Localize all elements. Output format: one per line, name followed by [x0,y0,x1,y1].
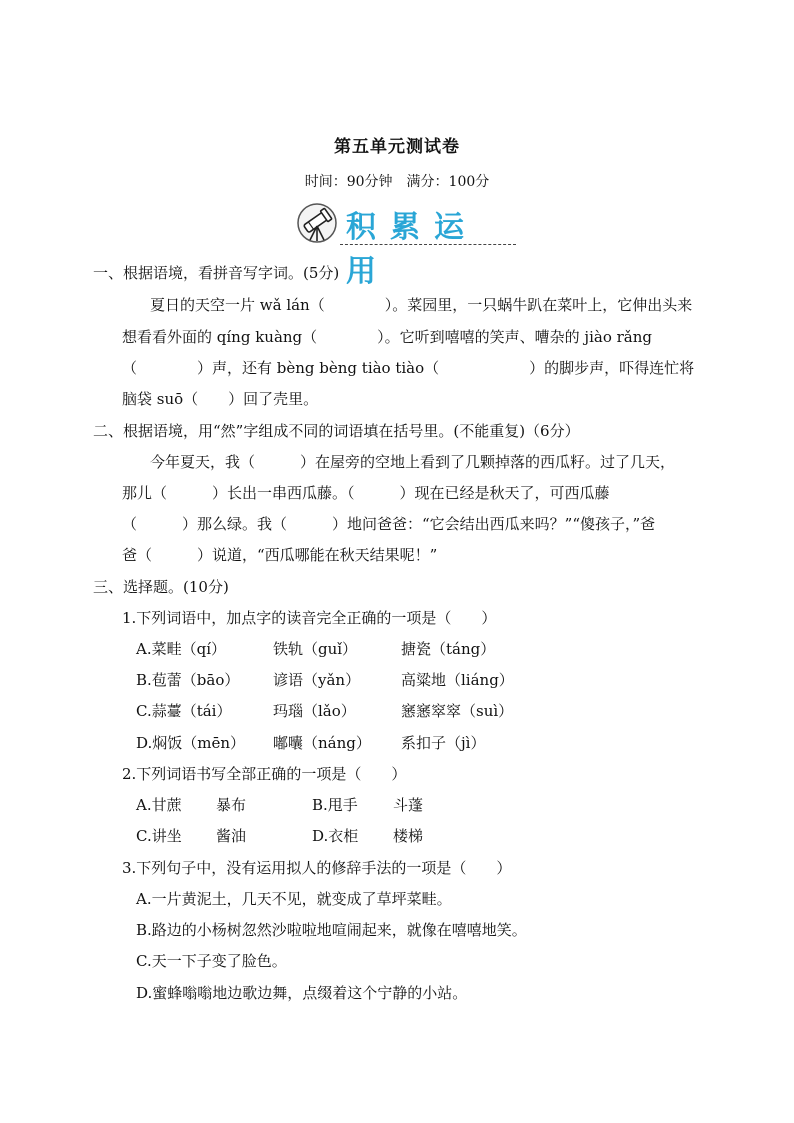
question-1-stem: 1.下列词语中，加点字的读音完全正确的一项是（ ） [122,609,497,627]
section1-heading: 一、根据语境，看拼音写字词。(5分) [93,264,340,282]
q3-option-d: D.蜜蜂嗡嗡地边歌边舞，点缀着这个宁静的小站。 [136,984,468,1002]
q1-a-word-1: A.菜畦（qí） [136,640,227,658]
section2-heading: 二、根据语境，用“然”字组成不同的词语填在括号里。(不能重复)（6分） [93,422,580,440]
q1-option-a [136,639,495,659]
q1-b-word-1: B.苞蕾（bāo） [136,671,240,689]
q1-d-word-2: 嘟囔（náng） [273,734,371,752]
q2-options-row-2 [136,826,423,846]
section2-line-1: 今年夏天，我（ ）在屋旁的空地上看到了几颗掉落的西瓜籽。过了几天， [150,453,676,471]
q1-c-word-3: 窸窸窣窣（suì） [401,702,514,720]
banner-underline [340,244,516,245]
q2-c-word-2: 酱油 [216,827,247,845]
q2-options-row-1 [136,795,423,815]
question-3-stem: 3.下列句子中，没有运用拟人的修辞手法的一项是（ ） [122,859,512,877]
section-banner [296,200,518,289]
q1-option-c [136,701,513,721]
telescope-icon [296,202,338,246]
q1-a-word-2: 铁轨（guǐ） [273,640,358,658]
q2-c-word-1: C.讲坐 [136,827,182,845]
q2-b-word-1: B.甩手 [312,796,358,814]
section1-line-1: 夏日的天空一片 wǎ lán（ ）。菜园里，一只蜗牛趴在菜叶上，它伸出头来 [150,296,693,314]
q1-b-word-2: 谚语（yǎn） [273,671,361,689]
q1-a-word-3: 搪瓷（táng） [401,640,496,658]
section1-line-2: 想看看外面的 qíng kuàng（ ）。它听到嘻嘻的笑声、嘈杂的 jiào rǎng [122,328,652,346]
question-2-stem: 2.下列词语书写全部正确的一项是（ ） [122,765,407,783]
section3-heading: 三、选择题。(10分) [93,578,229,596]
q2-b-word-2: 斗蓬 [393,796,424,814]
q2-d-word-1: D.衣柜 [312,827,359,845]
q1-option-d [136,733,485,753]
q1-d-word-3: 系扣子（jì） [401,734,486,752]
exam-meta: 时间：90分钟 满分：100分 [304,174,490,190]
q1-b-word-3: 高粱地（liáng） [401,671,514,689]
q3-option-b: B.路边的小杨树忽然沙啦啦地喧闹起来，就像在嘻嘻地笑。 [136,921,527,939]
q3-option-c: C.天一下子变了脸色。 [136,952,287,970]
section1-line-3: （ ）声，还有 bèng bèng tiào tiào（ ）的脚步声，吓得连忙将 [122,359,695,377]
q2-a-word-1: A.甘蔗 [136,796,182,814]
section2-line-3: （ ）那么绿。我（ ）地问爸爸：“它会结出西瓜来吗？”“傻孩子，”爸 [122,515,656,533]
q1-option-b [136,670,514,690]
q2-a-word-2: 暴布 [216,796,247,814]
banner-title: 积累运用 [346,210,478,289]
q1-d-word-1: D.焖饭（mēn） [136,734,246,752]
q2-d-word-2: 楼梯 [393,827,424,845]
section1-line-4: 脑袋 suō（ ）回了壳里。 [122,390,319,408]
section2-line-2: 那儿（ ）长出一串西瓜藤。（ ）现在已经是秋天了，可西瓜藤 [122,484,610,502]
q1-c-word-1: C.蒜薹（tái） [136,702,232,720]
q1-c-word-2: 玛瑙（lǎo） [273,702,356,720]
page-title: 第五单元测试卷 [334,137,460,157]
q3-option-a: A.一片黄泥土，几天不见，就变成了草坪菜畦。 [136,890,452,908]
section2-line-4: 爸（ ）说道，“西瓜哪能在秋天结果呢！” [122,546,438,564]
